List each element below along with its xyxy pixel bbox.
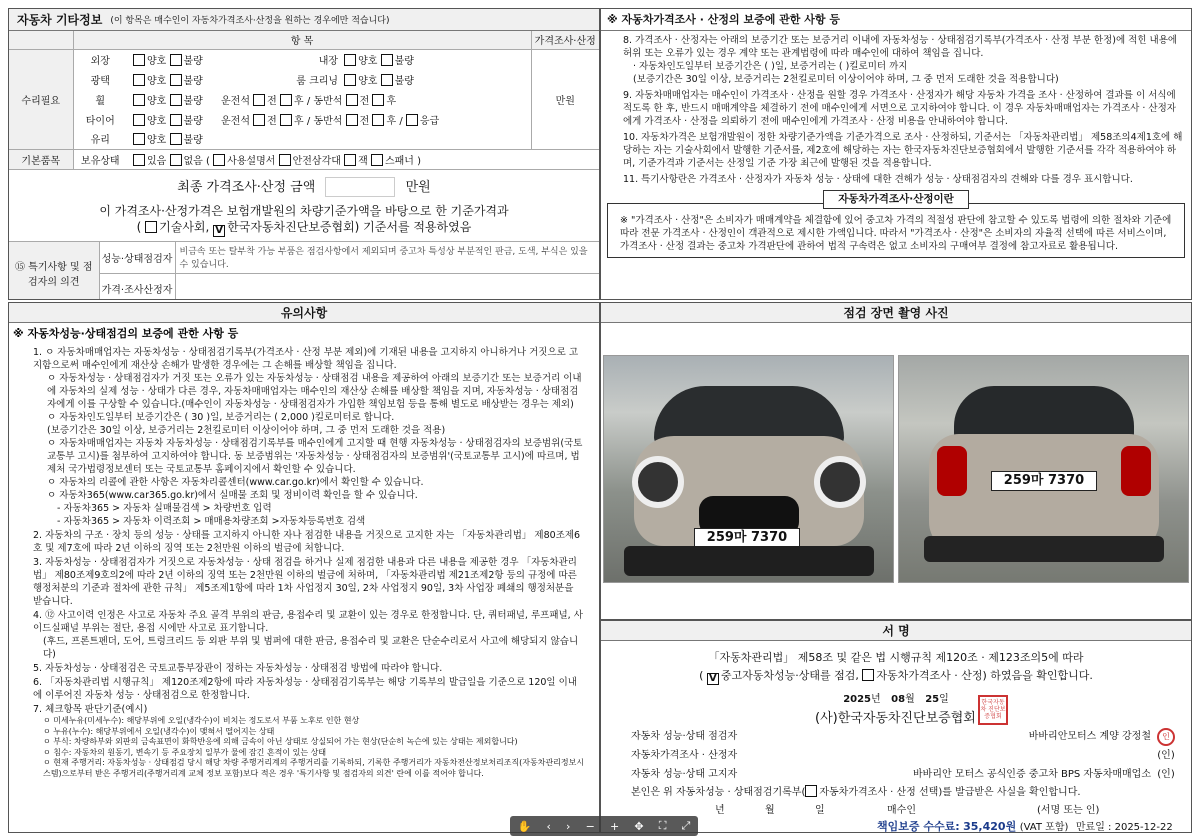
ext-good-checkbox[interactable] xyxy=(133,54,145,66)
caution-1h: - 자동차365 > 자동차 이력조회 > 매매용차량조회 >자동차등록번호 검색 xyxy=(57,516,366,527)
caution-5: 5. 자동차성능 · 상태점검은 국토교통부장관이 정하는 자동차성능 · 상태점검 방법에 따라야 합니다. xyxy=(33,663,443,674)
has-checkbox[interactable] xyxy=(133,154,145,166)
gloss-good-checkbox[interactable] xyxy=(133,74,145,86)
basic-items-row: 있음 없음 ( 사용설명서 안전삼각대 잭 스패너 ) xyxy=(127,149,599,169)
item-8: 8. 가격조사 · 산정자는 아래의 보증기간 또는 보증거리 이내에 자동차성능 · 상태점검기록부(가격조사 · 산정 부분 한정)에 적힌 내용에 허위 또는 오류가 있는 경우 계약 또는 관계법령에 따라 매수인에 대하여 책임을 집니다. xyxy=(623,35,1178,59)
tire-driver-rear-checkbox[interactable] xyxy=(280,114,292,126)
tire-good-checkbox[interactable] xyxy=(133,114,145,126)
kadia-checkbox[interactable]: V xyxy=(213,225,225,237)
sign-statement-1: 「자동차관리법」 제58조 및 같은 법 시행규칙 제120조 · 제123조의5에 따라 xyxy=(708,651,1084,664)
hand-icon[interactable]: ✋ xyxy=(517,819,532,833)
item-8-period: · 자동차인도일부터 보증기간은 ( )일, 보증거리는 ( )킬로미터 까지 xyxy=(633,61,908,72)
room-bad-checkbox[interactable] xyxy=(381,74,393,86)
spanner-checkbox[interactable] xyxy=(371,154,383,166)
caution-1b: ㅇ 자동차성능 · 상태점검자가 거짓 또는 오류가 있는 자동차성능 · 상태점검 내용을 제공하여 아래의 보증기간 또는 보증거리 이내에 자동차의 실제 성능 · 상태가 다른 경우, 자동차매매업자는 매수인의 재산상 손해를 배상할 책임을 지며, 자동차성능 · 상태점검자에게 이를 구상할 수 있습니다.(매수인이 자동차성능 · 상태점검자가 가입한 책임보험 등을 통해 별도로 배상받는 경우는 제외) xyxy=(47,373,582,410)
tire-bad-checkbox[interactable] xyxy=(170,114,182,126)
rear-license-plate: 259마 7370 xyxy=(991,471,1097,491)
none-checkbox[interactable] xyxy=(170,154,182,166)
caution-1g: - 자동차365 > 자동차 실매물검색 > 차량번호 입력 xyxy=(57,503,272,514)
item-10: 10. 자동차가격은 보험개발원이 정한 차량기준가액을 기준가격으로 조사 · 산정하되, 기준서는 「자동차관리법」 제58조의4제1호에 해당하는 자는 기술사회에서 발행한 기준서를, 제2호에 해당하는 자는 한국자동차진단보증협회에서 발행한 기준서를 각각 적용하여야 하며, 기준가격과 기준서는 산정일 기준 가장 최근에 발행된 것을 적용합니다. xyxy=(623,132,1183,169)
section-subtitle: (이 항목은 매수인이 자동차가격조사·산정을 원하는 경우에만 적습니다) xyxy=(110,16,390,26)
item-8-note: (보증기간은 30일 이상, 보증거리는 2천킬로미터 이상이어야 하며, 그 중 먼저 도래한 것을 적용합니다) xyxy=(633,74,1059,85)
final-amount-field[interactable] xyxy=(325,177,395,197)
wheel-pass-rear-checkbox[interactable] xyxy=(372,94,384,106)
caution-1f: ㅇ 자동차365(www.car365.go.kr)에서 실매물 조회 및 정비이력 확인을 할 수 있습니다. xyxy=(47,490,418,501)
caution-1a: 1. ㅇ 자동차매매업자는 자동차성능 · 상태점검기록부(가격조사 · 산정 부분 제외)에 기재된 내용을 고지하지 아니하거나 거짓으로 고지함으로써 매수인에게 재산상 손해가 발생한 경우에는 그 손해를 배상할 책임을 집니다. xyxy=(33,347,579,371)
caution-section xyxy=(8,302,600,833)
tire-pass-front-checkbox[interactable] xyxy=(346,114,358,126)
standard-note: 이 가격조사·산정가격은 보험개발원의 차량기준가액을 바탕으로 한 기준가격과 ( 기술사회, V 한국자동차진단보증협회) 기준서를 적용하였음 xyxy=(99,204,509,236)
caution-2: 2. 자동차의 구조 · 장치 등의 성능 · 상태를 고지하지 아니한 자나 점검한 내용을 거짓으로 고지한 자는 「자동차관리법」 제80조제6호 및 제7호에 따라 2년 이하의 징역 또는 2천만원 이하의 벌금에 처합니다. xyxy=(33,530,581,554)
tire-emergency-checkbox[interactable] xyxy=(406,114,418,126)
zoom-in-icon[interactable]: + xyxy=(609,819,620,833)
used-car-check-checkbox[interactable]: V xyxy=(707,673,719,685)
caution-header: 유의사항 xyxy=(9,303,599,323)
fee-row: 책임보증 수수료: 35,420원 (VAT 포함) 만료일 : 2025-12-22 xyxy=(877,820,1173,833)
caution-1d: ㅇ 자동차매매업자는 자동차 자동차성능 · 상태점검기록부를 매수인에게 고지할 때 현행 자동차성능 · 상태점검자의 보증범위(국토교통부 고시)를 첨부하여 고지하여야 합니다. 동 보증범위는 '자동차성능 · 상태점검자의 보증범위'(국토교통부 고시)에 따르며, 법제처 국가법령정보센터 또는 국토교통부 홈페이지에서 확인할 수 있습니다. xyxy=(47,438,583,475)
taillight-left-shape xyxy=(937,446,967,496)
tire-pass-rear-checkbox[interactable] xyxy=(372,114,384,126)
has-status-label: 보유상태 xyxy=(73,149,127,169)
caution-7: 7. 체크항목 판단기준(예시) xyxy=(33,704,148,715)
association-name: (사)한국자동차진단보증협회 xyxy=(815,711,976,726)
caution-heading: ※ 자동차성능·상태점검의 보증에 관한 사항 등 xyxy=(13,327,239,340)
price-inspector-label: 가격·조사산정자 xyxy=(99,274,175,301)
inspector-seal: 인 xyxy=(1157,728,1175,746)
perf-inspector-label: 성능·상태점검자 xyxy=(99,242,175,274)
caution-7d: ㅇ 침수: 자동차의 원동기, 변속기 등 주요장치 일부가 물에 잠긴 흔적이 있는 상태 xyxy=(43,747,327,757)
jack-checkbox[interactable] xyxy=(344,154,356,166)
inspection-photos-section xyxy=(600,302,1192,620)
association-stamp: 한국자동차 진단보증협회 xyxy=(978,695,1008,725)
expand-icon[interactable]: ⤢ xyxy=(681,819,691,832)
viewer-toolbar xyxy=(510,816,698,836)
sign-date: 2025년 08월 25일 xyxy=(843,694,949,705)
rear-car-photo xyxy=(898,355,1189,583)
wheel-driver-rear-checkbox[interactable] xyxy=(280,94,292,106)
sign-statement-2: ( V 중고자동차성능·상태를 점검, 자동차가격조사 · 산정) 하였음을 확인합니다. xyxy=(699,669,1093,684)
manual-checkbox[interactable] xyxy=(213,154,225,166)
perf-inspector-note: 비금속 또는 탈부착 가능 부품은 점검사항에서 제외되며 중고차 특성상 부분적인 판금, 도색, 부식은 있을 수 있습니다. xyxy=(175,242,599,274)
front-bumper-shape xyxy=(624,546,874,576)
caution-1e: ㅇ 자동차의 리콜에 관한 사항은 자동차리콜센터(www.car.go.kr)에서 확인할 수 있습니다. xyxy=(47,477,424,488)
headlight-right-shape xyxy=(814,456,866,508)
signature-section xyxy=(600,620,1192,833)
tire-position-row: 운전석 전 후 / 동반석 전 후 / 응급 xyxy=(221,115,440,127)
rear-bumper-shape xyxy=(924,536,1164,562)
tire-driver-front-checkbox[interactable] xyxy=(253,114,265,126)
move-icon[interactable]: ✥ xyxy=(634,819,644,833)
wheel-driver-front-checkbox[interactable] xyxy=(253,94,265,106)
signers-table: 자동차 성능·상태 점검자 바바리안모터스 계양 강정철 인 자동차가격조사 · 산정자 (인) 자동차 성능·상태 고지자 바바리안 모터스 공식인증 중고차 BPS 자동차매매업소 (인) xyxy=(631,727,1181,784)
gloss-bad-checkbox[interactable] xyxy=(170,74,182,86)
ext-bad-checkbox[interactable] xyxy=(170,54,182,66)
wheel-position-row: 운전석 전 후 / 동반석 전 후 xyxy=(221,95,397,107)
caution-6: 6. 「자동차관리법 시행규칙」 제120조제2항에 따라 자동차성능 · 상태점검기록부는 해당 기록부의 발급일을 기준으로 120일 이내에 이루어진 자동차 성능 · 상태점검으로 한정합니다. xyxy=(33,677,577,701)
caution-7e: ㅇ 현재 주행거리: 자동차성능 · 상태점검 당시 해당 차량 주행거리계의 주행거리를 기록하되, 기록한 주행거리가 자동차전산정보처리조직(자동차관리정보시스템)으로부터 받은 주행거리(주행거리계 교체 정보 포함)보다 적은 경우 '특기사항 및 점검자의 의견' 란에 이를 적어야 합니다. xyxy=(43,758,585,778)
wheel-bad-checkbox[interactable] xyxy=(170,94,182,106)
glass-bad-checkbox[interactable] xyxy=(170,133,182,145)
vehicle-other-info-section xyxy=(8,8,600,300)
col-item-header: 항 목 xyxy=(73,31,531,49)
wheel-good-checkbox[interactable] xyxy=(133,94,145,106)
final-amount-row: 최종 가격조사·산정 금액 만원 xyxy=(9,176,599,198)
room-cleaning-label: 룸 크리닝 xyxy=(296,75,339,87)
interior-label: 내장 xyxy=(318,55,339,67)
price-inspector-note xyxy=(175,274,599,301)
receipt-confirmation: 본인은 위 자동차성능 · 상태점검기록부( 자동차가격조사 · 산정 선택)를 발급받은 사실을 확인합니다. xyxy=(631,787,1081,798)
next-icon[interactable]: › xyxy=(566,819,571,833)
repair-table: 항 목 가격조사·산정 수리필요 외장 양호 불량 내장 양호 불량 만원 광택 양호 불량 룸 크리닝 양호 불량 휠 양호 불량 운전석 전 후 / 동반석 전 후 타이어 양호 불량 운전석 전 후 / 동반석 전 후 / 응급 유리 양호 불량 기본품목 보유상태 있음 없음 ( 사용설명서 안전삼각대 잭 스패너 ) xyxy=(9,31,599,170)
item-11: 11. 특기사항란은 가격조사 · 산정자가 자동차 성능 · 상태에 대한 견해가 성능 · 상태점검자의 견해와 다를 경우 표시합니다. xyxy=(623,174,1133,185)
special-notes-label: ⑮ 특기사항 및 점검자의 의견 xyxy=(9,242,99,301)
gloss-label: 광택 xyxy=(90,75,110,87)
section-title: 자동차 기타정보 xyxy=(17,13,103,27)
receipt-price-checkbox[interactable] xyxy=(805,785,817,797)
headlight-left-shape xyxy=(632,456,684,508)
repair-needed-label: 수리필요 xyxy=(9,49,73,149)
rear-window-shape xyxy=(954,386,1134,441)
signature-header: 서 명 xyxy=(601,621,1191,641)
exterior-label: 외장 xyxy=(90,55,110,67)
buyer-sign-row: 년 월 일 매수인 (서명 또는 인) xyxy=(715,805,1100,816)
price-definition-title: 자동차가격조사·산정이란 xyxy=(823,190,969,209)
glass-good-checkbox[interactable] xyxy=(133,133,145,145)
photos-header: 점검 장면 촬영 사진 xyxy=(601,303,1191,323)
tech-society-checkbox[interactable] xyxy=(145,221,157,233)
price-guarantee-heading: ※ 자동차가격조사 · 산정의 보증에 관한 사항 등 xyxy=(601,9,1191,31)
zoom-out-icon[interactable]: − xyxy=(585,819,595,833)
basic-items-label: 기본품목 xyxy=(9,149,73,169)
caution-4: 4. ⑫ 사고이력 인정은 사고로 자동차 주요 골격 부위의 판금, 용접수리 및 교환이 있는 경우로 한정합니다. 단, 쿼터패널, 루프패널, 사이드실패널 부위는 절단, 용접 시에만 사고로 표기합니다. xyxy=(33,610,583,634)
caution-4b: (후드, 프론트펜더, 도어, 트렁크리드 등 외판 부위 및 범퍼에 대한 판금, 용접수리 및 교환은 단순수리로서 사고에 해당되지 않습니다) xyxy=(43,636,579,660)
glass-label: 유리 xyxy=(73,129,127,149)
wheel-label: 휠 xyxy=(95,95,106,107)
front-car-photo xyxy=(603,355,894,583)
wheel-pass-front-checkbox[interactable] xyxy=(346,94,358,106)
prev-icon[interactable]: ‹ xyxy=(546,819,551,833)
price-definition-box: ※ "가격조사 · 산정"은 소비자가 매매계약을 체결함에 있어 중고차 가격의 적절성 판단에 참고할 수 있도록 법령에 의한 절차와 기준에 따라 전문 가격조사 · 산정인이 객관적으로 제시한 가액입니다. 따라서 "가격조사 · 산정"은 소비자의 자율적 선택에 따른 서비스이며, 가격조사 · 산정 결과는 중고차 가격판단에 관하여 법적 구속력은 없고 소비자의 구매여부 결정에 참고자료로 활용됩니다. xyxy=(607,203,1185,258)
triangle-checkbox[interactable] xyxy=(279,154,291,166)
taillight-right-shape xyxy=(1121,446,1151,496)
front-license-plate: 259마 7370 xyxy=(694,528,800,548)
tire-label: 타이어 xyxy=(85,115,115,127)
caution-7c: ㅇ 부식: 차량하부와 외판의 금속표면이 화학반응에 의해 금속이 아닌 상태로 상실되어 가는 현상(단순히 녹슨에 있는 상태는 제외합니다) xyxy=(43,737,518,746)
caution-7a: ㅇ 미세누유(미세누수): 해당부위에 오일(냉각수)이 비치는 정도로서 부품 노후로 인한 현상 xyxy=(43,716,360,725)
room-good-checkbox[interactable] xyxy=(344,74,356,86)
col-price-header: 가격조사·산정 xyxy=(531,31,599,49)
caution-7b: ㅇ 누유(누수): 해당부위에서 오일(냉각수)이 맺혀서 떨어지는 상태 xyxy=(43,726,275,736)
item-9: 9. 자동차매매업자는 매수인이 가격조사 · 산정을 원할 경우 가격조사 · 산정자가 해당 자동차 가격을 조사 · 산정하여 결과를 이 서식에 적도록 한 후, 반드시 매매계약을 체결하기 전에 매수인에게 서면으로 고지하여야 합니다. 이 경우 자동차매매업자는 가격조사 · 산정자에게 가격조사 · 산정을 의뢰하기 전에 매수인에게 가격조사 · 산정 비용을 안내하여야 합니다. xyxy=(623,90,1176,127)
price-check-checkbox[interactable] xyxy=(862,669,874,681)
int-bad-checkbox[interactable] xyxy=(381,54,393,66)
int-good-checkbox[interactable] xyxy=(344,54,356,66)
price-guarantee-section xyxy=(600,8,1192,300)
caution-3: 3. 자동차성능 · 상태점검자가 거짓으로 자동차성능 · 상태 점검을 하거나 실제 점검한 내용과 다른 내용을 제공한 경우 「자동차관리법」 제80조제9호의2에 따라 2년 이하의 징역 또는 2천만원 이하의 벌금에 처하며, 「자동차관리법 제21조제2항 등의 규정에 따른 행정처분의 기준과 절차에 관한 규칙」 제5조제1항에 따라 1차 사업정지 30일, 2차 사업정지 90일, 3차 사업장 폐쇄의 행정처분을 받습니다. xyxy=(33,557,577,607)
special-notes-table xyxy=(9,241,599,300)
caution-1c2: (보증기간은 30일 이상, 보증거리는 2천킬로미터 이상이어야 하며, 그 중 먼저 도래한 것을 적용) xyxy=(47,425,446,436)
price-unit: 만원 xyxy=(531,49,599,149)
caution-1c: ㅇ 자동차인도일부터 보증기간은 ( 30 )일, 보증거리는 ( 2,000 )킬로미터로 합니다. xyxy=(47,412,395,423)
fit-icon[interactable]: ⛶ xyxy=(658,819,667,832)
